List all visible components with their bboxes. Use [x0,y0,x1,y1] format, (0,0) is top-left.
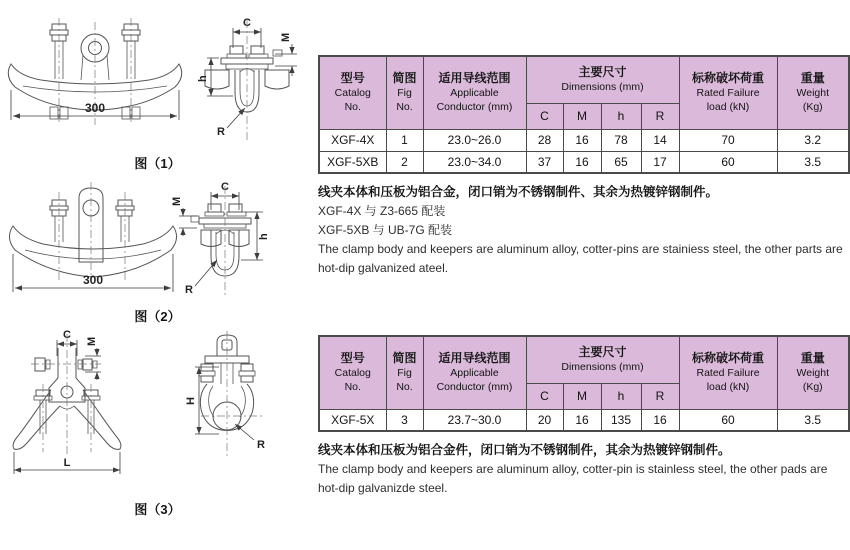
cell-load: 60 [679,151,777,173]
cell-c: 20 [526,409,563,431]
figure-3-front-view [13,329,121,474]
cell-load: 60 [679,409,777,431]
cell-m: 16 [563,129,601,151]
cell-h: 135 [601,409,641,431]
cell-conductor: 23.0~34.0 [423,151,526,173]
header-dim-r: R [641,103,679,129]
header-weight: 重量 Weight (Kg) [777,56,849,129]
figure-1-front-view [8,18,181,125]
note-line: 线夹本体和压板为铝合金，闭口销为不锈钢制件、其余为热镀锌钢制件。 [318,185,719,199]
header-rated-load: 标称破坏荷重 Rated Failure load (kN) [679,56,777,129]
cell-fig: 1 [386,129,423,151]
note-line: hot-dip galvanizde steel. [318,481,448,495]
cell-h: 65 [601,151,641,173]
figure-1-caption: 图（1） [134,156,181,171]
header-rated-load: 标称破坏荷重 Rated Failure load (kN) [679,336,777,409]
cell-catalog: XGF-5XB [319,151,386,173]
dimension-label: h [258,233,270,240]
header-weight: 重量 Weight (Kg) [777,336,849,409]
figure-2-caption: 图（2） [134,309,181,324]
header-conductor: 适用导线范围 Applicable Conductor (mm) [423,336,526,409]
dimension-label: h [197,75,209,82]
cell-c: 28 [526,129,563,151]
notes-table-1 [318,183,850,278]
cell-m: 16 [563,151,601,173]
header-fig-no: 简图 Fig No. [386,336,423,409]
notes-table-2 [318,441,850,498]
header-conductor: 适用导线范围 Applicable Conductor (mm) [423,56,526,129]
figure-3-drawing [5,326,310,496]
header-fig-no: 简图 Fig No. [386,56,423,129]
cell-weight: 3.5 [777,409,849,431]
note-line: 线夹本体和压板为铝合金件，闭口销为不锈钢制件，其余为热镀锌钢制件。 [318,443,731,457]
cell-c: 37 [526,151,563,173]
figure-2-drawing [5,176,310,304]
header-dim-h: h [601,103,641,129]
dimension-label: M [86,336,98,346]
dimension-label: R [257,439,265,451]
table-row [319,129,849,151]
table-row [319,151,849,173]
cell-h: 78 [601,129,641,151]
figure-1-drawing [5,8,310,150]
figure-2-front-view [9,182,176,292]
dimension-label: L [63,457,71,469]
figure-3-side-view [185,331,265,458]
cell-fig: 3 [386,409,423,431]
header-dim-r: R [641,383,679,409]
header-catalog-no: 型号 Catalog No. [319,336,386,409]
note-line: The clamp body and keepers are aluminum alloy, cotter-pin is stainless steel, the other pads are [318,462,828,476]
dimension-label: M [280,32,292,42]
cell-r: 16 [641,409,679,431]
header-dim-c: C [526,383,563,409]
dimension-label: R [217,126,225,138]
note-line: The clamp body and keepers are aluminum alloy, cotter-pins are stainiess steel, the other parts are [318,242,843,256]
dimension-label: H [185,397,197,405]
cell-catalog: XGF-5X [319,409,386,431]
header-catalog-no: 型号 Catalog No. [319,56,386,129]
dimension-label: C [221,181,229,193]
cell-catalog: XGF-4X [319,129,386,151]
cell-conductor: 23.0~26.0 [423,129,526,151]
figure-3-caption: 图（3） [134,502,181,517]
header-dim-c: C [526,103,563,129]
note-line: XGF-5XB 与 UB-7G 配装 [318,223,453,237]
cell-m: 16 [563,409,601,431]
table-row [319,409,849,431]
figure-1-side-view [197,17,297,140]
header-dimensions: 主要尺寸 Dimensions (mm) [526,56,679,103]
spec-table-2 [318,335,850,432]
header-dim-h: h [601,383,641,409]
note-line: hot-dip galvanized ateel. [318,261,449,275]
header-dim-m: M [563,103,601,129]
dimension-label: C [63,329,71,341]
spec-table-1 [318,55,850,174]
dimension-label: C [243,17,251,29]
header-dimensions: 主要尺寸 Dimensions (mm) [526,336,679,383]
dimension-label: M [171,196,183,206]
dimension-label: 300 [82,273,104,287]
cell-load: 70 [679,129,777,151]
cell-weight: 3.5 [777,151,849,173]
cell-conductor: 23.7~30.0 [423,409,526,431]
cell-fig: 2 [386,151,423,173]
header-dim-m: M [563,383,601,409]
dimension-label: 300 [84,101,106,115]
figure-2-side-view [171,181,270,298]
dimension-label: R [185,284,193,296]
cell-weight: 3.2 [777,129,849,151]
note-line: XGF-4X 与 Z3-665 配装 [318,204,446,218]
cell-r: 17 [641,151,679,173]
cell-r: 14 [641,129,679,151]
